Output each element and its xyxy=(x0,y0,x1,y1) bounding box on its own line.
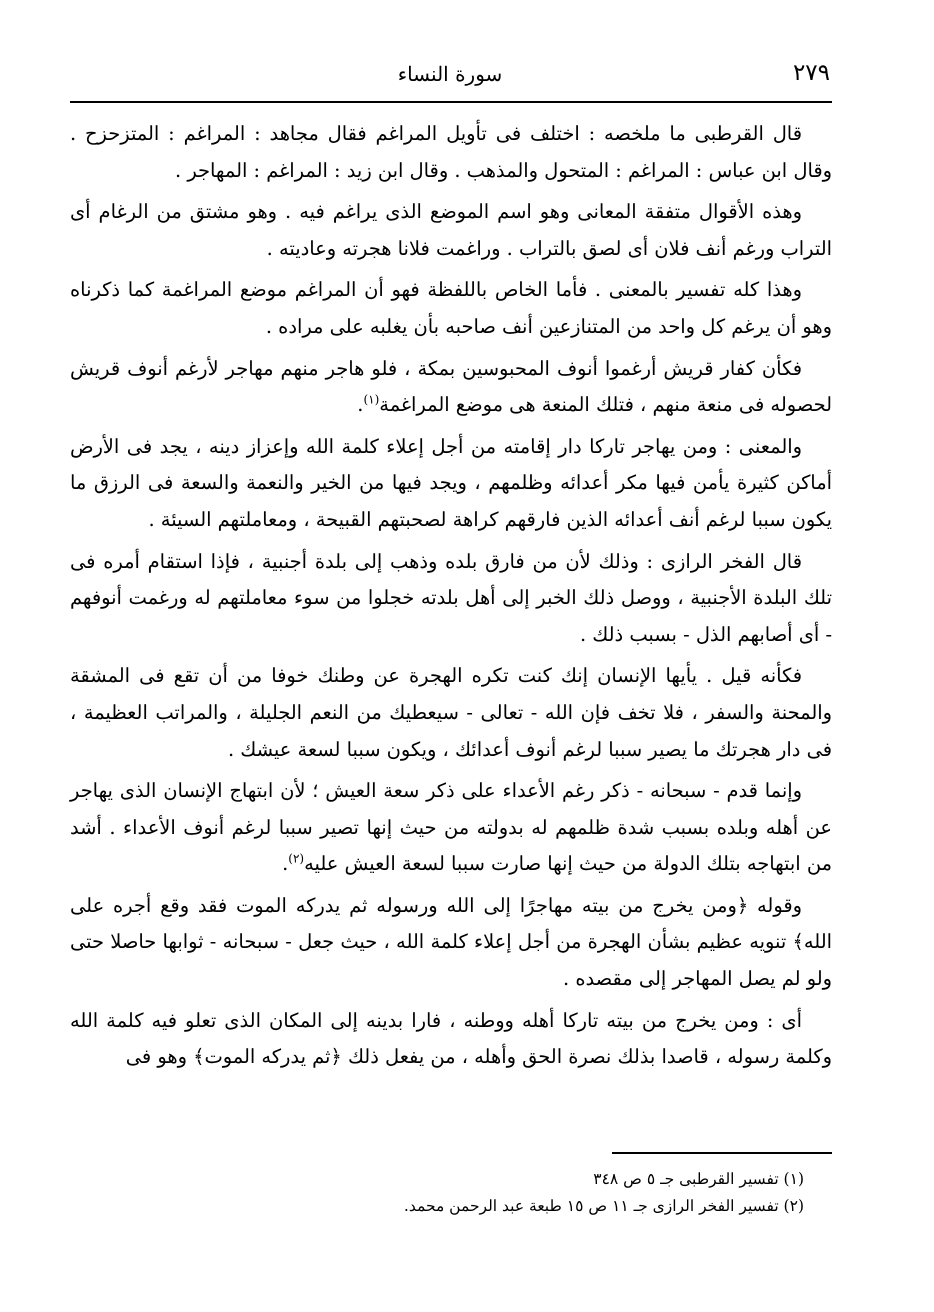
paragraph: أى : ومن يخرج من بيته تاركا أهله ووطنه ، فارا بدينه إلى المكان الذى تعلو فيه كلمة الله وكلمة رسوله ، قاصدا بذلك نصرة الحق وأهله ، من يفعل ذلك ﴿ثم يدركه الموت﴾ وهو فى xyxy=(70,1008,832,1069)
body-text xyxy=(70,116,832,1081)
paragraph: وقوله ﴿ومن يخرج من بيته مهاجرًا إلى الله ورسوله ثم يدركه الموت فقد وقع أجره على الله﴾ تنويه عظيم بشأن الهجرة من أجل إعلاء كلمة الله ، حيث جعل - سبحانه - ثوابها حاصلا حتى ولو لم يصل المهاجر إلى مقصده . xyxy=(70,893,832,991)
footnote-reference: (٢) xyxy=(288,851,305,866)
surah-title: سورة النساء xyxy=(397,62,503,86)
paragraph: فكأن كفار قريش أرغموا أنوف المحبوسين بمكة ، فلو هاجر منهم مهاجر لأرغم أنوف قريش لحصوله فى منعة منهم ، فتلك المنعة هى موضع المراغمة$^{(١)}$. xyxy=(70,356,832,417)
page-number: ٢٧٩ xyxy=(792,60,830,86)
paragraph: والمعنى : ومن يهاجر تاركا دار إقامته من أجل إعلاء كلمة الله وإعزاز دينه ، يجد فى الأرض أماكن كثيرة يأمن فيها مكر أعدائه وظلمهم ، ويجد فيها من الخير والنعمة والسعة فى الرزق ما يكون سببا لرغم أنف أعدائه الذين فارقهم كراهة لصحبتهم القبيحة ، ومعاملتهم السيئة . xyxy=(70,434,832,531)
footnote-reference: (١) xyxy=(363,392,380,407)
paragraph: قال الفخر الرازى : وذلك لأن من فارق بلده وذهب إلى بلدة أجنبية ، فإذا استقام أمره فى تلك البلدة الأجنبية ، ووصل ذلك الخبر إلى أهل بلدته خجلوا من سوء معاملتهم له ورغمت أنوفهم - أى أصابهم الذل - بسبب ذلك . xyxy=(70,549,832,646)
paragraph: وهذه الأقوال متفقة المعانى وهو اسم الموضع الذى يراغم فيه . وهو مشتق من الرغام أى التراب ورغم أنف فلان أى لصق بالتراب . وراغمت فلانا هجرته وعاديته . xyxy=(70,200,832,260)
footnote-divider xyxy=(612,1152,832,1154)
footnote: (٢) تفسير الفخر الرازى جـ ١١ ص ١٥ طبعة عبد الرحمن محمد. xyxy=(403,1197,804,1215)
footnotes xyxy=(164,1166,804,1220)
paragraph: قال القرطبى ما ملخصه : اختلف فى تأويل المراغم فقال مجاهد : المراغم : المتزحزح . وقال ابن عباس : المراغم : المتحول والمذهب . وقال ابن زيد : المراغم : المهاجر . xyxy=(70,122,832,182)
paragraph: وإنما قدم - سبحانه - ذكر رغم الأعداء على ذكر سعة العيش ؛ لأن ابتهاج الإنسان الذى يهاجر عن أهله وبلده بسبب شدة ظلمهم له بدولته من حيث إنها تصير سببا لرغم أنوف الأعداء . أشد من ابتهاجه بتلك الدولة من حيث إنها صارت سببا لسعة العيش عليه$^{(٢)}$. xyxy=(70,779,832,876)
header-divider xyxy=(70,101,832,103)
paragraph: وهذا كله تفسير بالمعنى . فأما الخاص باللفظة فهو أن المراغم موضع المراغمة كما ذكرناه وهو أن يرغم كل واحد من المتنازعين أنف صاحبه بأن يغلبه على مراده . xyxy=(70,278,832,338)
paragraph: فكأنه قيل . يأيها الإنسان إنك كنت تكره الهجرة عن وطنك خوفا من أن تقع فى المشقة والمحنة والسفر ، فلا تخف فإن الله - تعالى - سيعطيك من النعم الجليلة ، والمراتب العظيمة ، فى دار هجرتك ما يصير سببا لرغم أنوف أعدائك ، ويكون سببا لسعة عيشك . xyxy=(70,664,832,761)
page-header xyxy=(70,50,830,90)
footnote: (١) تفسير القرطبى جـ ٥ ص ٣٤٨ xyxy=(593,1170,804,1188)
